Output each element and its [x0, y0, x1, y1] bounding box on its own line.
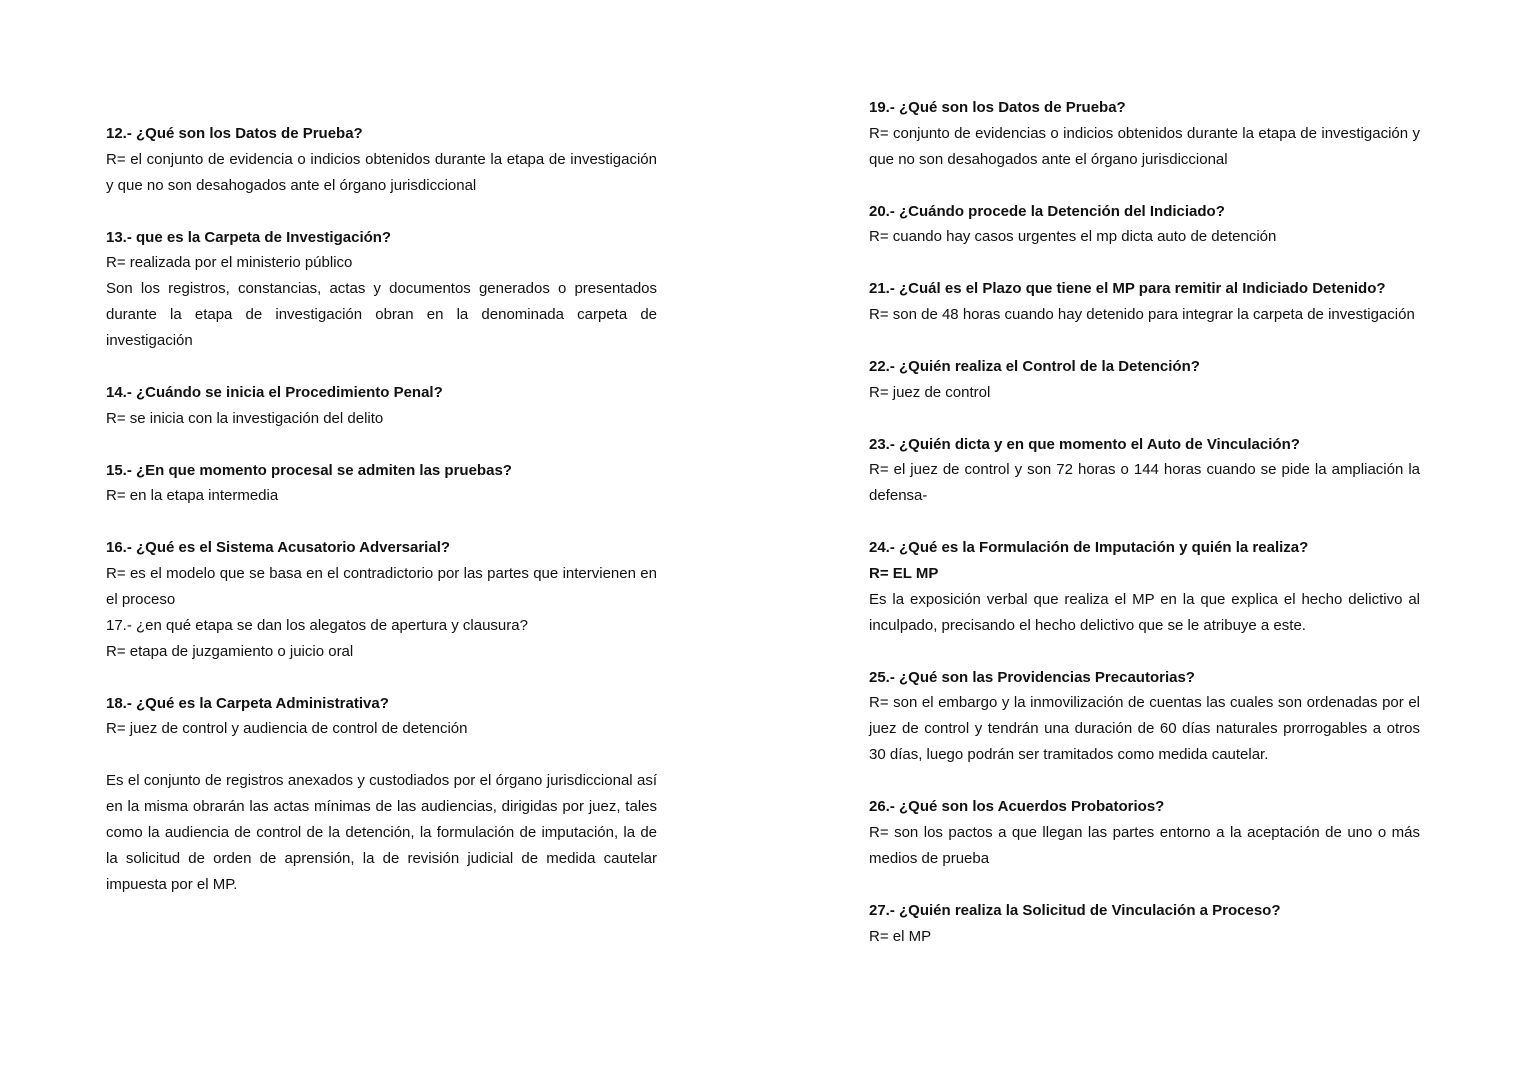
- answer-text-line: la solicitud de orden de aprensión, la de revisión judicial de medida cautelar: [106, 849, 657, 867]
- question-heading: 12.- ¿Qué son los Datos de Prueba?: [106, 125, 363, 142]
- blank-line: [106, 509, 657, 535]
- blank-line: [869, 173, 1420, 199]
- question-heading: 24.- ¿Qué es la Formulación de Imputación y quién la realiza?: [869, 539, 1309, 557]
- answer-text-line: y que no son desahogados ante el órgano jurisdiccional: [106, 176, 477, 194]
- answer-text-line: R= se inicia con la investigación del delito: [106, 409, 384, 427]
- answer-text-line: juez de control y tendrán una duración de 60 días naturales prorrogables a otros: [869, 720, 1420, 738]
- answer-text-line: R= cuando hay casos urgentes el mp dicta auto de detención: [869, 228, 1277, 246]
- answer-text-line: 30 días, luego podrán ser tramitados como medida cautelar.: [869, 746, 1269, 764]
- blank-line: [869, 872, 1420, 898]
- answer-text-line: R= el conjunto de evidencia o indicios obtenidos durante la etapa de investigación: [106, 150, 657, 168]
- answer-text-line: inculpado, precisando el hecho delictivo que se le atribuye a este.: [869, 616, 1306, 634]
- answer-text-line: R= el juez de control y son 72 horas o 144 horas cuando se pide la ampliación la: [869, 461, 1420, 479]
- blank-line: [869, 639, 1420, 665]
- answer-text-line: R= etapa de juzgamiento o juicio oral: [106, 642, 354, 660]
- answer-text-line: defensa-: [869, 487, 928, 505]
- answer-text-line: 17.- ¿en qué etapa se dan los alegatos de apertura y clausura?: [106, 616, 528, 634]
- answer-text-line: R= juez de control: [869, 383, 991, 401]
- answer-text-line: R= en la etapa intermedia: [106, 487, 279, 505]
- question-heading: 19.- ¿Qué son los Datos de Prueba?: [869, 99, 1126, 116]
- blank-line: [106, 665, 657, 691]
- answer-text-line: Son los registros, constancias, actas y documentos generados o presentados: [106, 280, 657, 298]
- answer-text-line: R= juez de control y audiencia de control de detención: [106, 720, 468, 738]
- answer-text-line: R= son de 48 horas cuando hay detenido para integrar la carpeta de investigación: [869, 306, 1415, 324]
- blank-line: [869, 328, 1420, 354]
- question-heading: 16.- ¿Qué es el Sistema Acusatorio Adversarial?: [106, 539, 451, 557]
- blank-line: [869, 250, 1420, 276]
- blank-line: [106, 199, 657, 225]
- answer-text-line: R= realizada por el ministerio público: [106, 254, 353, 272]
- question-heading: 14.- ¿Cuándo se inicia el Procedimiento Penal?: [106, 383, 443, 401]
- question-heading: 18.- ¿Qué es la Carpeta Administrativa?: [106, 694, 389, 712]
- left-column: [106, 121, 657, 898]
- answer-text-line: el proceso: [106, 591, 176, 609]
- blank-line: [106, 742, 657, 768]
- answer-text-line: impuesta por el MP.: [106, 875, 238, 893]
- answer-text-line: medios de prueba: [869, 849, 990, 867]
- answer-text-line: durante la etapa de investigación obran en la denominada carpeta de investigación: [106, 306, 657, 350]
- answer-text-line: R= el MP: [869, 927, 932, 945]
- question-heading: 15.- ¿En que momento procesal se admiten las pruebas?: [106, 461, 512, 479]
- blank-line: [869, 768, 1420, 794]
- right-column: [869, 95, 1420, 949]
- answer-text-line: en la misma obrarán las actas mínimas de las audiencias, dirigidas por juez, tales: [106, 798, 657, 816]
- question-heading: 20.- ¿Cuándo procede la Detención del Indiciado?: [869, 202, 1225, 220]
- question-heading: 21.- ¿Cuál es el Plazo que tiene el MP para remitir al Indiciado Detenido?: [869, 280, 1386, 298]
- answer-text-line: R= son el embargo y la inmovilización de cuentas las cuales son ordenadas por el: [869, 694, 1420, 712]
- question-heading: 23.- ¿Quién dicta y en que momento el Auto de Vinculación?: [869, 435, 1300, 453]
- question-heading: 27.- ¿Quién realiza la Solicitud de Vinculación a Proceso?: [869, 901, 1281, 919]
- answer-text-line: R= es el modelo que se basa en el contradictorio por las partes que intervienen en: [106, 565, 657, 583]
- answer-text-line: Es el conjunto de registros anexados y custodiados por el órgano jurisdiccional así: [106, 772, 657, 790]
- answer-text-line: R= son los pactos a que llegan las partes entorno a la aceptación de uno o más: [869, 823, 1420, 841]
- question-heading: 26.- ¿Qué son los Acuerdos Probatorios?: [869, 798, 1165, 816]
- answer-text-line: como la audiencia de control de la detención, la formulación de imputación, la de: [106, 824, 657, 842]
- blank-line: [869, 406, 1420, 432]
- answer-text-line: que no son desahogados ante el órgano jurisdiccional: [869, 150, 1228, 168]
- blank-line: [869, 509, 1420, 535]
- blank-line: [106, 354, 657, 380]
- question-heading: 25.- ¿Qué son las Providencias Precautorias?: [869, 668, 1195, 686]
- question-heading: 13.- que es la Carpeta de Investigación?: [106, 228, 392, 246]
- question-heading: 22.- ¿Quién realiza el Control de la Detención?: [869, 357, 1200, 375]
- blank-line: [106, 432, 657, 458]
- question-heading: R= EL MP: [869, 565, 939, 583]
- answer-text-line: Es la exposición verbal que realiza el MP en la que explica el hecho delictivo al: [869, 590, 1420, 608]
- answer-text-line: R= conjunto de evidencias o indicios obtenidos durante la etapa de investigación y: [869, 124, 1420, 142]
